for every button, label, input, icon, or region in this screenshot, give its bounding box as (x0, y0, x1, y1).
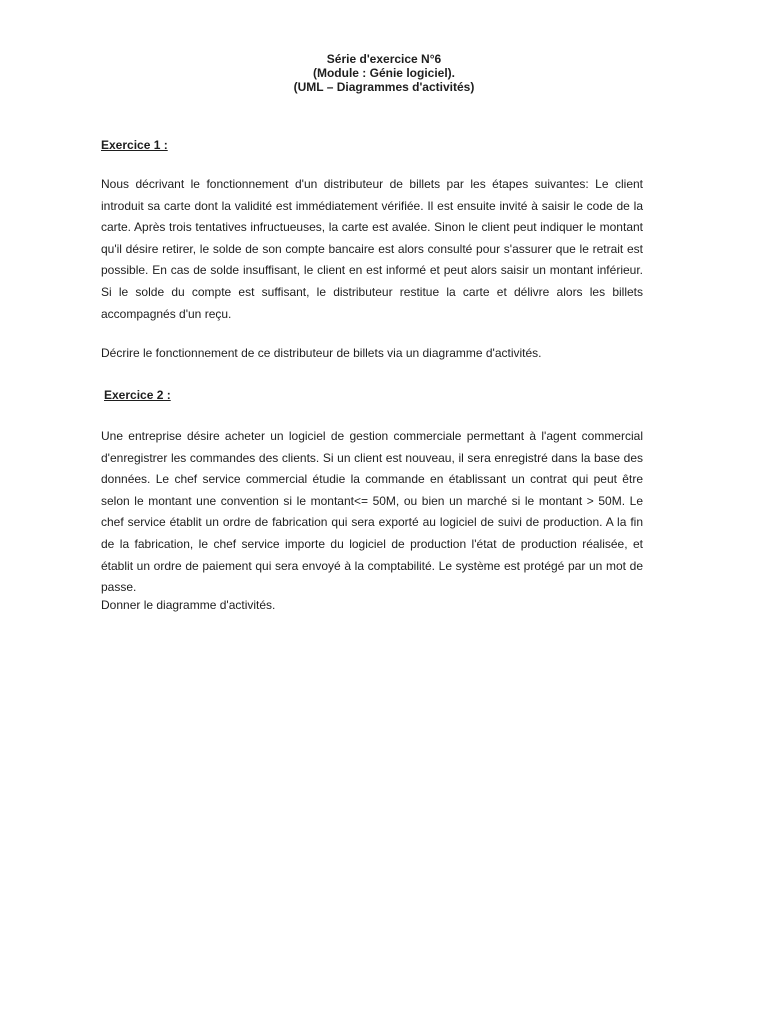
exercise2-heading: Exercice 2 : (104, 388, 171, 402)
exercise1-paragraph: Nous décrivant le fonctionnement d'un distributeur de billets par les étapes suivantes: Le client introduit sa carte dont la validité est immédiatement vérifiée. Il est ensuite invité à saisir le code de la carte. Après trois tentatives infructueuses, la carte est avalée. Sinon le client peut indiquer le montant qu'il désire retirer, le solde de son compte bancaire est alors consulté pour s'assurer que le retrait est possible. En cas de solde insuffisant, le client en est informé et peut alors saisir un montant inférieur. Si le solde du compte est suffisant, le distributeur restitue la carte et délivre alors les billets accompagnés d'un reçu. (101, 177, 643, 321)
exercise1-instruction: Décrire le fonctionnement de ce distributeur de billets via un diagramme d'activités. (101, 346, 542, 360)
title-line-series: Série d'exercice N°6 (326, 52, 442, 66)
exercise2-instruction: Donner le diagramme d'activités. (101, 598, 276, 612)
title-line-module: (Module : Génie logiciel). (312, 66, 455, 80)
title-line-topic: (UML – Diagrammes d'activités) (293, 80, 475, 94)
exercise1-heading: Exercice 1 : (101, 138, 168, 152)
exercise2-paragraph: Une entreprise désire acheter un logiciel de gestion commerciale permettant à l'agent commercial d'enregistrer les commandes des clients. Si un client est nouveau, il sera enregistré dans la base des données. Le chef service commercial étudie la commande en établissant un contrat qui peut être selon le montant une convention si le montant<= 50M, ou bien un marché si le montant > 50M. Le chef service établit un ordre de fabrication qui sera exporté au logiciel de suivi de production. A la fin de la fabrication, le chef service importe du logiciel de production l'état de production réalisée, et établit un ordre de paiement qui sera envoyé à la comptabilité. Le système est protégé par un mot de passe. (101, 429, 643, 595)
document-title (0, 52, 768, 94)
